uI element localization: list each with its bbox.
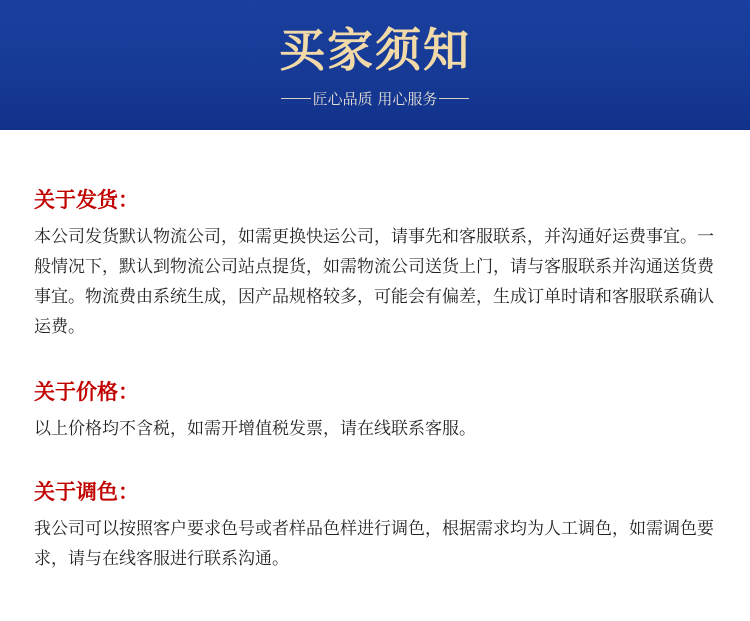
header-banner bbox=[0, 0, 750, 130]
page-title: 买家须知 bbox=[279, 23, 471, 77]
section-body-price: 以上价格均不含税，如需开增值税发票，请在线联系客服。 bbox=[34, 419, 476, 439]
section-title-color: 关于调色： bbox=[34, 480, 139, 504]
section-body-shipping: 本公司发货默认物流公司，如需更换快运公司，请事先和客服联系，并沟通好运费事宜。一般情况下，默认到物流公司站点提货，如需物流公司送货上门，请与客服联系并沟通送货费事宜。物流费由系统生成，因产品规格较多，可能会有偏差，生成订单时请和客服联系确认运费。 bbox=[34, 227, 714, 337]
section-title-shipping: 关于发货： bbox=[34, 188, 139, 212]
section-color bbox=[34, 478, 716, 574]
subtitle-right-rule bbox=[439, 98, 469, 99]
section-price bbox=[34, 378, 716, 444]
notice-content bbox=[0, 186, 750, 574]
subtitle-left-rule bbox=[281, 98, 311, 99]
section-shipping bbox=[34, 186, 716, 342]
section-body-color: 我公司可以按照客户要求色号或者样品色样进行调色，根据需求均为人工调色，如需调色要求，请与在线客服进行联系沟通。 bbox=[34, 519, 714, 569]
subtitle-text: 匠心品质 用心服务 bbox=[312, 90, 438, 108]
page-subtitle bbox=[0, 88, 750, 109]
section-title-price: 关于价格： bbox=[34, 380, 139, 404]
